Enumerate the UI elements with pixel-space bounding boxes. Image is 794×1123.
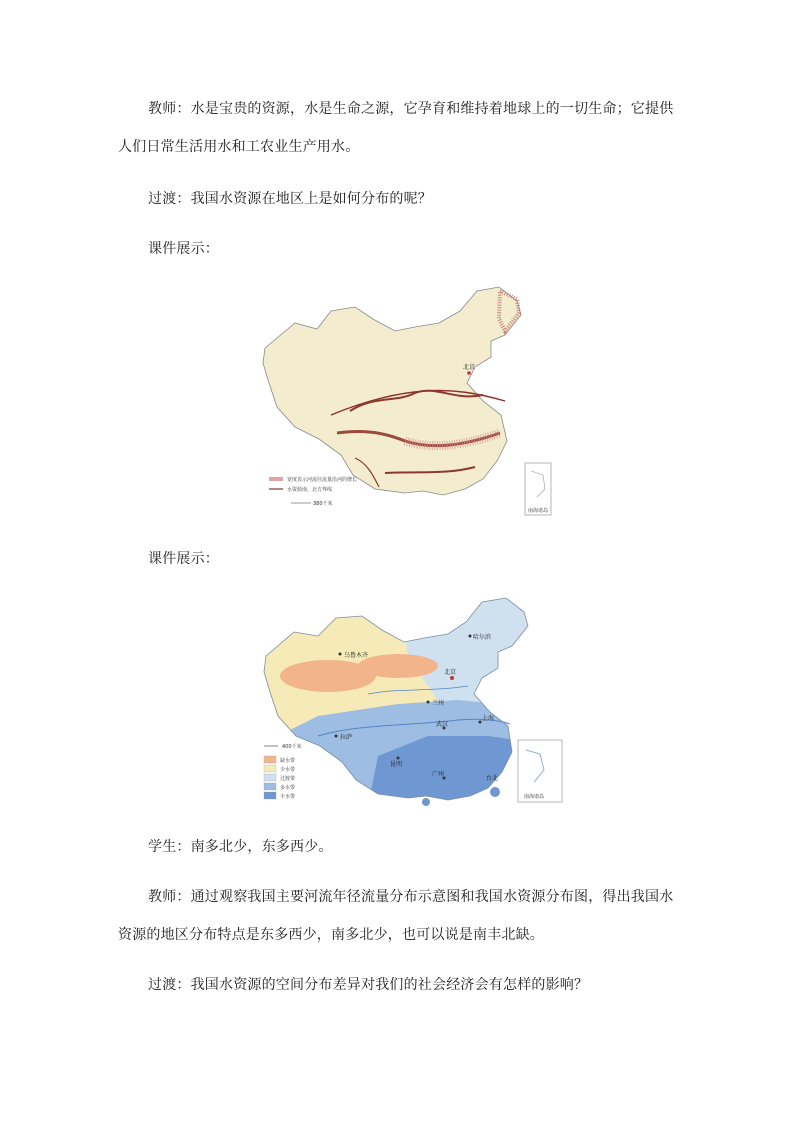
- city-urumqi: 乌鲁木齐: [344, 652, 369, 659]
- legend-boundary-label: 水资源南、北方界线: [287, 487, 333, 493]
- legend-swatch-transition: [264, 774, 276, 781]
- paragraph-courseware-2: 课件展示：: [148, 551, 219, 567]
- paragraph-student-answer: 学生：南多北少，东多西少。: [148, 839, 333, 855]
- lanzhou-marker-icon: [427, 701, 430, 704]
- city-shanghai: 上海: [482, 715, 495, 722]
- legend-transition: 过渡带: [280, 776, 296, 782]
- city-beijing: 北京: [444, 669, 457, 676]
- city-lhasa: 拉萨: [340, 734, 353, 741]
- legend-shortage: 缺水带: [280, 758, 296, 764]
- beijing-marker-icon: [467, 371, 471, 375]
- map2-inset-label: 南海诸岛: [524, 794, 545, 800]
- city-taipei: 台北: [486, 775, 499, 782]
- harbin-marker-icon: [469, 635, 472, 638]
- paragraph-courseware-1: 课件展示：: [148, 241, 219, 257]
- legend-swatch-less: [264, 765, 276, 772]
- beijing-star-icon: [450, 676, 454, 680]
- legend-more: 多水带: [280, 785, 296, 791]
- hainan-island: [422, 798, 430, 806]
- paragraph-transition-1: 过渡：我国水资源在地区上是如何分布的呢？: [148, 191, 432, 207]
- paragraph-teacher-summary: 教师：通过观察我国主要河流年径流量分布示意图和我国水资源分布图，得出我国水资源的地区分布特点是东多西少，南多北少，也可以说是南丰北缺。: [118, 889, 674, 943]
- legend-runoff-label: 宽度表示河流径流量沿河的增长: [287, 477, 358, 483]
- river-runoff-map: [255, 283, 555, 519]
- map1-inset-label: 南海诸岛: [528, 508, 549, 514]
- map1-legend: [269, 476, 357, 507]
- legend-swatch-rich: [264, 792, 276, 799]
- city-harbin: 哈尔滨: [473, 634, 492, 641]
- paragraph-teacher-intro: 教师：水是宝贵的资源，水是生命之源，它孕育和维持着地球上的一切生命；它提供人们日常生活用水和工农业生产用水。: [118, 101, 674, 155]
- legend-rich: 丰水带: [280, 794, 296, 800]
- map1-city-label: 北京: [463, 364, 476, 371]
- kunming-marker-icon: [397, 757, 400, 760]
- legend-swatch-shortage: [264, 756, 276, 763]
- zone-shortage-central: [358, 654, 438, 678]
- city-guangzhou: 广州: [432, 771, 445, 778]
- map2-legend: [264, 743, 302, 800]
- lhasa-marker-icon: [335, 735, 338, 738]
- city-kunming: 昆明: [390, 761, 403, 768]
- china-outline: [263, 287, 521, 495]
- map2-inset-frame: [518, 740, 562, 802]
- legend-less: 少水带: [280, 767, 296, 773]
- legend-runoff-swatch: [269, 477, 283, 481]
- city-wuhan: 武汉: [436, 721, 449, 728]
- water-resource-map: [258, 596, 566, 806]
- taiwan-island: [490, 787, 500, 797]
- map1-scale-label: 380千米: [313, 501, 333, 507]
- legend-swatch-more: [264, 783, 276, 790]
- urumqi-marker-icon: [339, 653, 342, 656]
- paragraph-transition-2: 过渡：我国水资源的空间分布差异对我们的社会经济会有怎样的影响？: [148, 977, 589, 993]
- city-lanzhou: 兰州: [432, 700, 445, 707]
- map2-scale-label: 400千米: [282, 744, 302, 750]
